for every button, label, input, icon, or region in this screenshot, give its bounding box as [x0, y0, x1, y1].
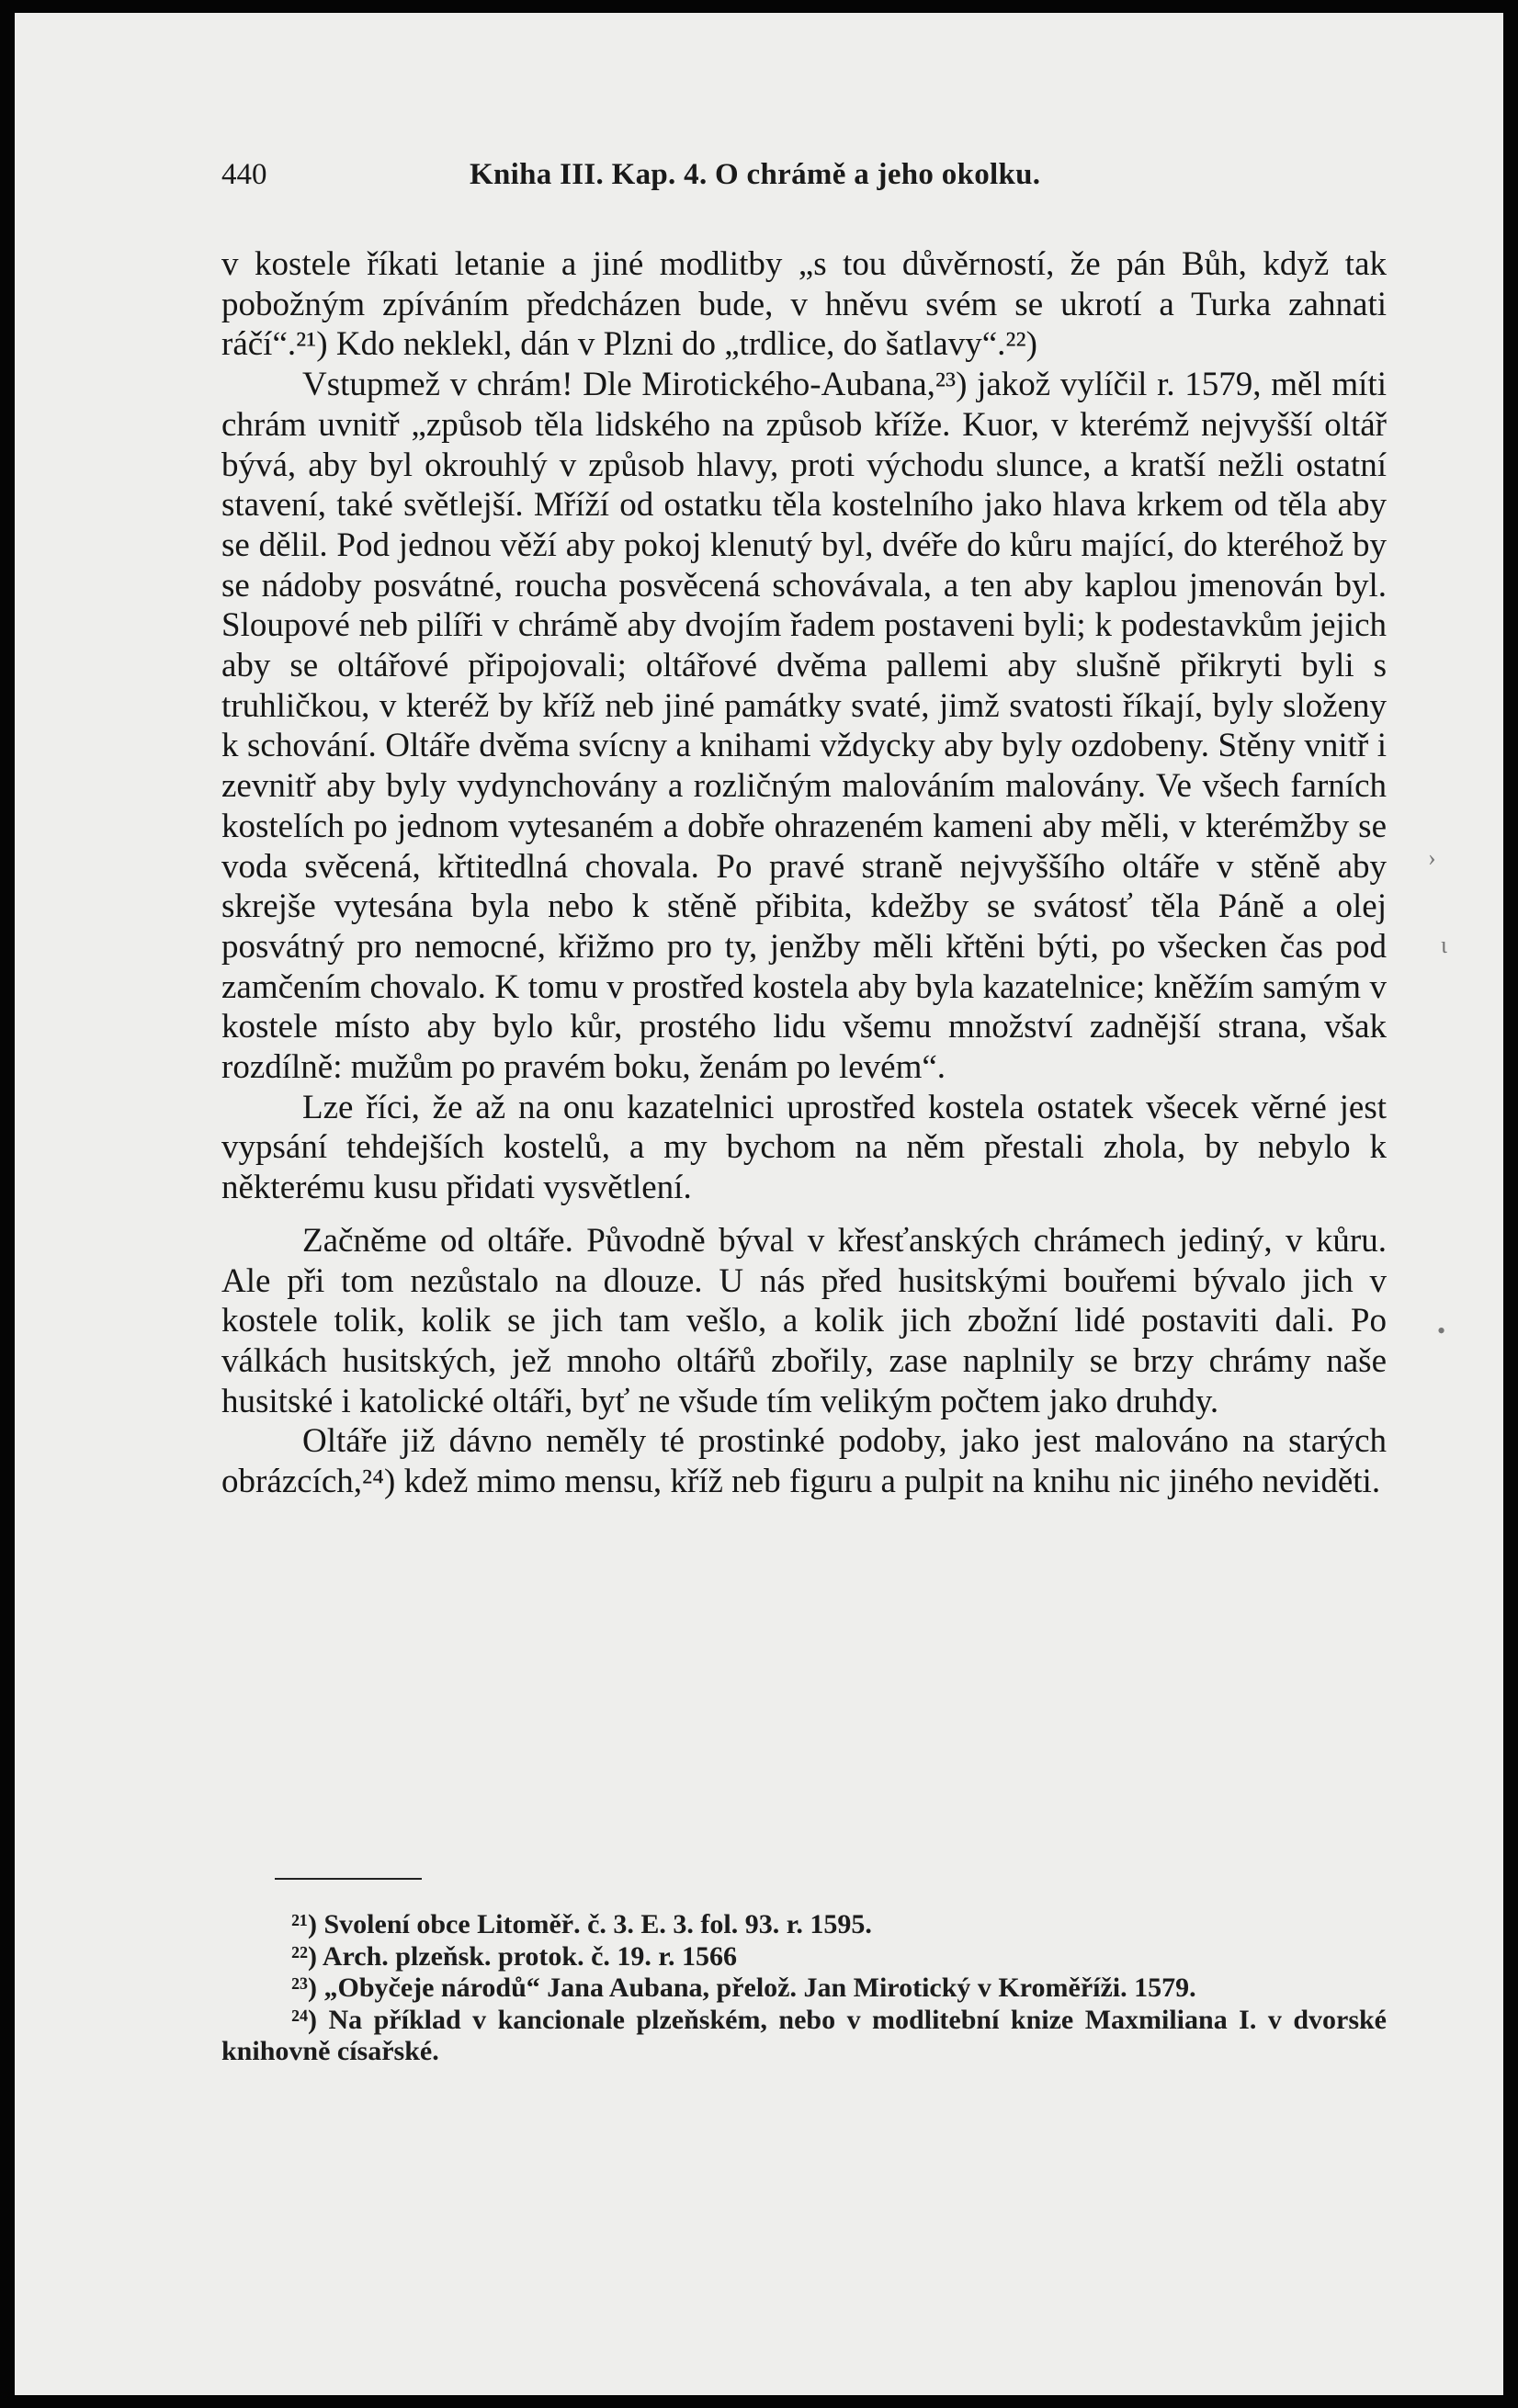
paragraph: v kostele říkati letanie a jiné modlitby „s tou důvěrností, že pán Bůh, když tak pobožným zpíváním předcházen bude, v hněvu svém se ukrotí a Turka zahnati ráčí“.²¹) Kdo neklekl, dán v Plzni do „trdlice, do šatlavy“.²²): [221, 245, 1387, 364]
paragraph: Vstupmež v chrám! Dle Mirotického-Aubana,²³) jakož vylíčil r. 1579, měl míti chrám uvnitř „způsob těla lidského na způsob kříže. Kuor, v kterémž nejvyšší oltář bývá, aby byl okrouhlý v způsob hlavy, proti východu slunce, a kratší nežli ostatní stavení, také světlejší. Mříží od ostatku těla kostelního jako hlava krkem od těla aby se dělil. Pod jednou věží aby pokoj klenutý byl, dvéře do kůru mající, do kteréhož by se nádoby posvátné, roucha posvěcená schovávala, a ten aby kaplou jmenován byl. Sloupové neb pilíři v chrámě aby dvojím řadem postaveni byli; k podestavkům jejich aby se oltářové připojovali; oltářové dvěma pallemi aby slušně přikryti byli s truhličkou, v kteréž by kříž neb jiné památky svaté, jimž svatosti říkají, byly složeny k schování. Oltáře dvěma svícny a knihami vždycky aby byly ozdobeny. Stěny vnitř i zevnitř aby byly vydynchovány a rozličným malováním malovány. Ve všech farních kostelích po jednom vytesaném a dobře ohrazeném kameni aby měli, v kterémžby se voda svěcená, křtitedlná chovala. Po pravé straně nejvyššího oltáře v stěně aby skrejše vytesána byla nebo k stěně přibita, kdežby se svátosť těla Páně a olej posvátný pro nemocné, křižmo pro ty, jenžby měli křtěni býti, po všecken čas pod zamčením chovalo. K tomu v prostřed kostela aby byla kazatelnice; kněžím samým v kostele místo aby bylo kůr, prostého lidu všemu množství zadnější strana, však rozdílně: mužům po pravém boku, ženám po levém“.: [221, 366, 1387, 1087]
main-text: [221, 244, 1387, 1502]
footnote: ²³) „Obyčeje národů“ Jana Aubana, přelož. Jan Mirotický v Kroměříži. 1579.: [291, 1973, 1196, 2003]
footnote-divider: [275, 1878, 422, 1880]
paragraph: Oltáře již dávno neměly té prostinké podoby, jako jest malováno na starých obrázcích,²⁴) kdež mimo mensu, kříž neb figuru a pulpit na knihu nic jiného neviděti.: [221, 1422, 1387, 1501]
page-number: 440: [221, 158, 267, 191]
page-header: [221, 158, 1195, 202]
paragraph: Začněme od oltáře. Původně býval v křesťanských chrámech jediný, v kůru. Ale při tom nezůstalo na dlouze. U nás před husitskými bouřemi bývalo jich v kostele tolik, kolik se jich tam vešlo, a kolik jich zbožní lidé postaviti dali. Po válkách husitských, jež mnoho oltářů zbořily, zase naplnily se brzy chrámy naše husitské i katolické oltáři, byť ne všude tím velikým počtem jako druhdy.: [221, 1221, 1387, 1420]
footnote: ²⁴) Na příklad v kancionale plzeňském, nebo v modlitební knize Maxmiliana I. v dvorské knihovně císařské.: [221, 2004, 1387, 2066]
footnote: ²²) Arch. plzeňsk. protok. č. 19. r. 1566: [291, 1940, 737, 1972]
margin-speck: ɩ: [1441, 932, 1447, 958]
footnotes: [221, 1909, 1387, 2068]
running-title: Kniha III. Kap. 4. O chrámě a jeho okolku.: [470, 158, 1041, 191]
margin-speck: •: [1437, 1317, 1446, 1344]
footnote: ²¹) Svolení obce Litoměř. č. 3. E. 3. fol. 93. r. 1595.: [291, 1909, 872, 1939]
margin-speck: ›: [1428, 844, 1436, 871]
book-page: [15, 13, 1503, 2395]
paragraph: Lze říci, že až na onu kazatelnici uprostřed kostela ostatek všecek věrné jest vypsání tehdejších kostelů, a my bychom na něm přestali zhola, by nebylo k některému kusu přidati vysvětlení.: [221, 1088, 1387, 1207]
